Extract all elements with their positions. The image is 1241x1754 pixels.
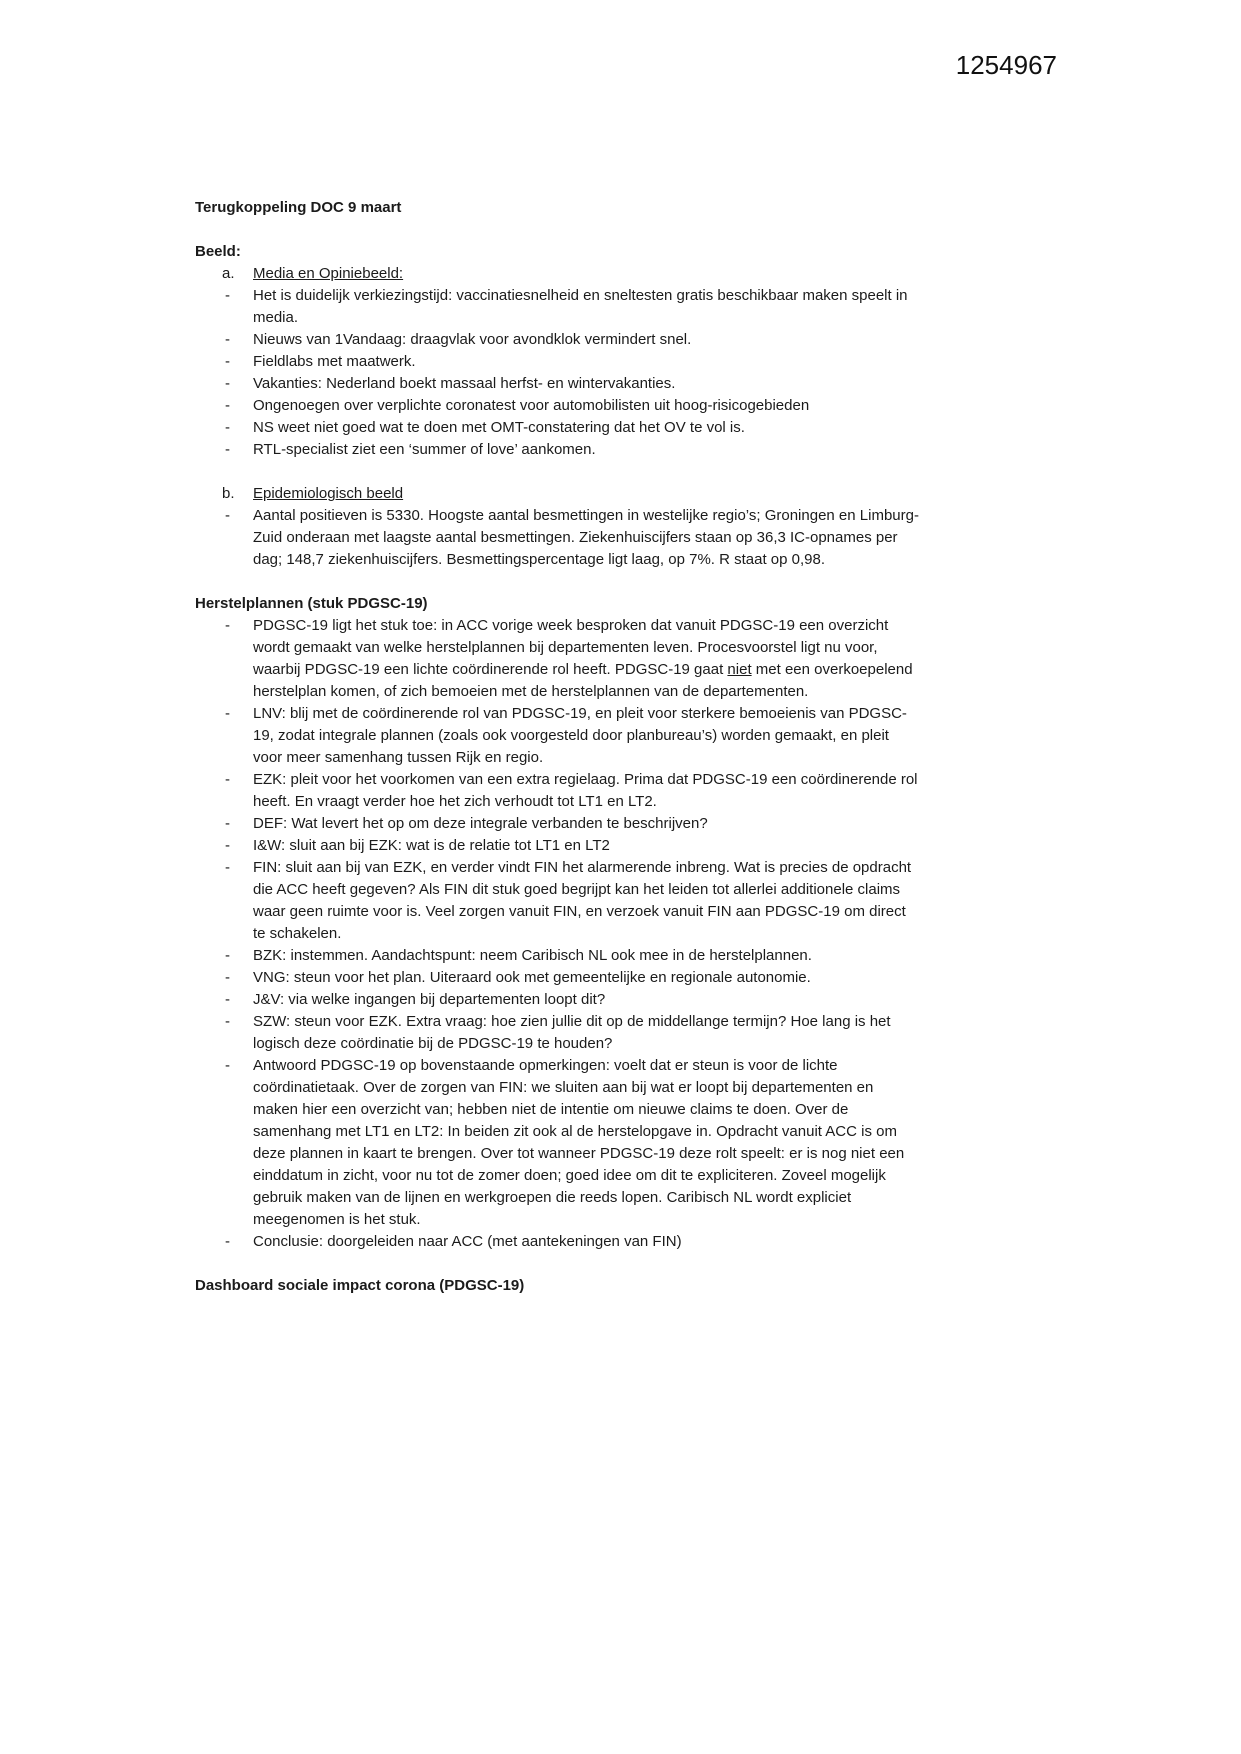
text-segment: met een overkoepelend herstelplan komen, of zich bemoeien met de herstelplannen van de departementen. [253,661,913,700]
letter-marker: a. [222,265,235,282]
bullet-dash: - [225,837,230,854]
bullet-dash: - [225,859,230,876]
bullet-dash: - [225,991,230,1008]
list-item-text: Het is duidelijk verkiezingstijd: vaccinatiesnelheid en sneltesten gratis beschikbaar maken speelt in media. [253,287,908,326]
list-item-text: LNV: blij met de coördinerende rol van PDGSC-19, en pleit voor sterkere bemoeienis van PDGSC-19, zodat integrale plannen (zoals ook voorgesteld door planbureau’s) worden gemaakt, en pleit voor meer samenhang tussen Rijk en regio. [253,705,907,766]
bullet-dash: - [225,419,230,436]
lettered-heading [195,263,919,285]
list-item-text: FIN: sluit aan bij van EZK, en verder vindt FIN het alarmerende inbreng. Wat is precies de opdracht die ACC heeft gegeven? Als FIN dit stuk goed begrijpt kan het leiden tot allerlei additionele claims waar geen ruimte voor is. Veel zorgen vanuit FIN, en verzoek vanuit FIN aan PDGSC-19 om direct te schakelen. [253,859,912,942]
list-item [195,329,919,351]
list-item-text: Aantal positieven is 5330. Hoogste aantal besmettingen in westelijke regio’s; Groningen en Limburg-Zuid onderaan met laagste aantal besmettingen. Ziekenhuiscijfers staan op 36,3 IC-opnames per dag; 148,7 ziekenhuiscijfers. Besmettingspercentage ligt laag, op 7%. R staat op 0,98. [253,507,919,568]
list-item [195,417,919,439]
list-item-text: J&V: via welke ingangen bij departementen loopt dit? [253,991,606,1008]
bullet-dash: - [225,397,230,414]
document-content [195,197,919,1297]
bullet-dash: - [225,287,230,304]
list-item [195,703,919,769]
bullet-dash: - [225,507,230,524]
block-label: Media en Opiniebeeld: [253,265,404,282]
list-item [195,395,919,417]
list-item [195,945,919,967]
bullet-dash: - [225,815,230,832]
bullet-dash: - [225,969,230,986]
list-item-text: RTL-specialist ziet een ‘summer of love’ aankomen. [253,441,596,458]
bullet-dash: - [225,1057,230,1074]
list-item-text [253,615,919,703]
bullet-dash: - [225,331,230,348]
list-item-text: Fieldlabs met maatwerk. [253,353,416,370]
list-item-text: Nieuws van 1Vandaag: draagvlak voor avondklok vermindert snel. [253,331,692,348]
bullet-dash: - [225,441,230,458]
list-item [195,373,919,395]
list-item [195,439,919,461]
list-item-text: Antwoord PDGSC-19 op bovenstaande opmerkingen: voelt dat er steun is voor de lichte coördinatietaak. Over de zorgen van FIN: we sluiten aan bij wat er loopt bij departementen en maken hier een overzicht van; hebben niet de intentie om nieuwe claims te doen. Over de samenhang met LT1 en LT2: In beiden zit ook al de herstelopgave in. Opdracht vanuit ACC is om deze plannen in kaart te brengen. Over tot wanneer PDGSC-19 deze rolt speelt: er is nog niet een einddatum in zicht, voor nu tot de zomer doen; goed idee om dit te expliciteren. Zoveel mogelijk gebruik maken van de lijnen en werkgroepen die reeds lopen. Caribisch NL wordt expliciet meegenomen is het stuk. [253,1057,905,1228]
list-item-text: BZK: instemmen. Aandachtspunt: neem Caribisch NL ook mee in de herstelplannen. [253,947,812,964]
document-title: Terugkoppeling DOC 9 maart [195,199,402,216]
bullet-dash: - [225,353,230,370]
section [195,241,919,571]
list-item-text: Ongenoegen over verplichte coronatest voor automobilisten uit hoog-risicogebieden [253,397,810,414]
list-item [195,989,919,1011]
list-item [195,857,919,945]
section-heading: Dashboard sociale impact corona (PDGSC-19) [195,1277,525,1294]
lettered-heading [195,483,919,505]
list-item [195,285,919,329]
bullet-dash: - [225,375,230,392]
bullet-dash: - [225,705,230,722]
bullet-dash: - [225,771,230,788]
list-block [195,615,919,1253]
section [195,593,919,1253]
text-segment: PDGSC-19 ligt het stuk toe: in ACC vorige week besproken dat vanuit PDGSC-19 een overzicht wordt gemaakt van welke herstelplannen bij departementen leven. Procesvoorstel ligt nu voor, waarbij PDGSC-19 een lichte coördinerende rol heeft. PDGSC-19 gaat [253,617,889,678]
list-item [195,835,919,857]
list-item [195,351,919,373]
list-item [195,967,919,989]
list-block [195,483,919,571]
letter-marker: b. [222,485,235,502]
list-item-text: I&W: sluit aan bij EZK: wat is de relatie tot LT1 en LT2 [253,837,610,854]
list-item-text: NS weet niet goed wat te doen met OMT-constatering dat het OV te vol is. [253,419,745,436]
text-segment: niet [727,661,752,678]
block-label: Epidemiologisch beeld [253,485,404,502]
bullet-dash: - [225,1013,230,1030]
list-item [195,1231,919,1253]
section-heading: Beeld: [195,243,241,260]
doc-number: 1254967 [955,50,1057,80]
list-item [195,505,919,571]
bullet-dash: - [225,1233,230,1250]
bullet-dash: - [225,947,230,964]
list-item [195,1011,919,1055]
list-block [195,263,919,461]
list-item-text: Vakanties: Nederland boekt massaal herfst- en wintervakanties. [253,375,676,392]
list-item-text: Conclusie: doorgeleiden naar ACC (met aantekeningen van FIN) [253,1233,682,1250]
list-item-text: DEF: Wat levert het op om deze integrale verbanden te beschrijven? [253,815,708,832]
list-item-text: EZK: pleit voor het voorkomen van een extra regielaag. Prima dat PDGSC-19 een coördinerende rol heeft. En vraagt verder hoe het zich verhoudt tot LT1 en LT2. [253,771,918,810]
list-item [195,615,919,703]
list-item [195,1055,919,1231]
section [195,1275,919,1297]
list-item [195,769,919,813]
bullet-dash: - [225,617,230,634]
list-item-text: VNG: steun voor het plan. Uiteraard ook met gemeentelijke en regionale autonomie. [253,969,811,986]
section-heading: Herstelplannen (stuk PDGSC-19) [195,595,428,612]
sections-container [195,241,919,1297]
list-item-text: SZW: steun voor EZK. Extra vraag: hoe zien jullie dit op de middellange termijn? Hoe lang is het logisch deze coördinatie bij de PDGSC-19 te houden? [253,1013,891,1052]
list-item [195,813,919,835]
